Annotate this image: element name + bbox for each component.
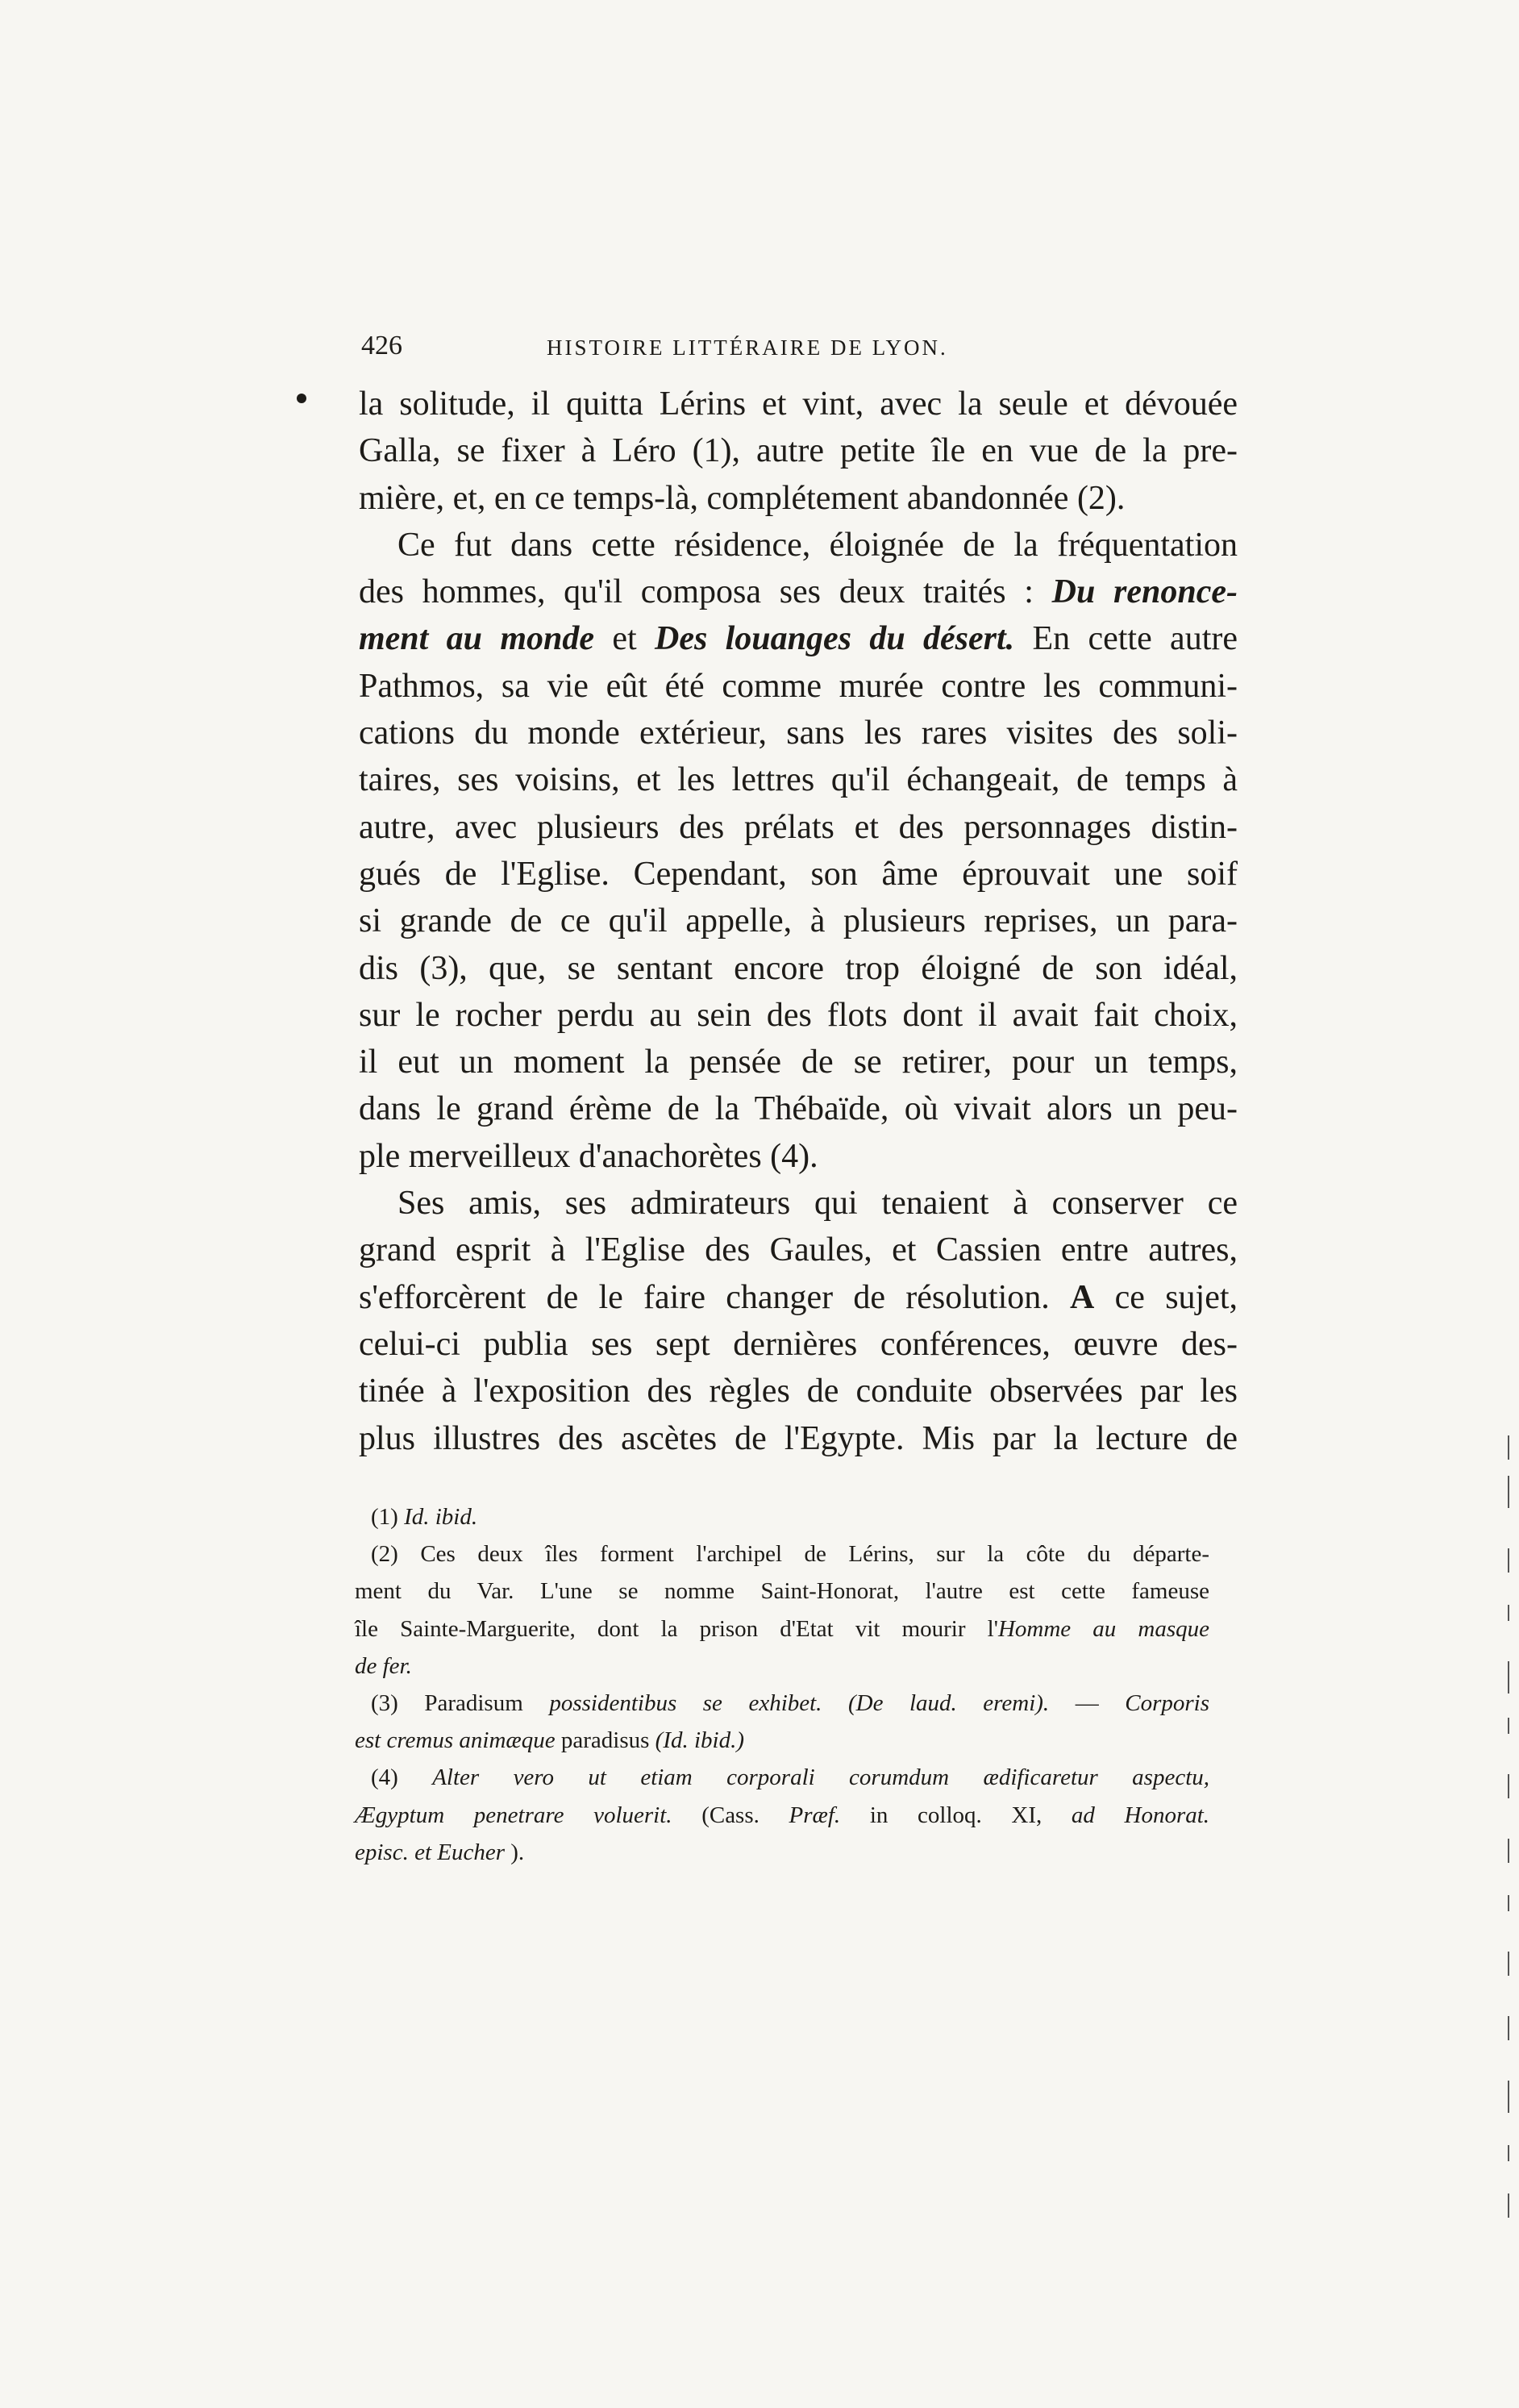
- footnote-text: in colloq. XI,: [869, 1802, 1042, 1828]
- footnote-text: est cremus animæque: [355, 1727, 556, 1754]
- text-line: si grande de ce qu'il appelle, à plusieurs reprises, un para-: [359, 902, 1238, 940]
- footnote-3-line: [355, 1685, 1209, 1722]
- edge-mark: [1508, 2081, 1509, 2113]
- footnote-4-line: [355, 1834, 1209, 1871]
- text-line: ple merveilleux d'anachorètes (4).: [359, 1137, 818, 1175]
- footnote-text: (Id. ibid.): [655, 1727, 744, 1754]
- footnote-1: [355, 1498, 1209, 1535]
- edge-mark: [1508, 1952, 1509, 1976]
- footnote-text: (Cass.: [701, 1802, 760, 1828]
- edge-mark: [1508, 1774, 1509, 1798]
- text-line: grand esprit à l'Eglise des Gaules, et Cassien entre autres,: [359, 1231, 1238, 1269]
- text-line: [359, 569, 1238, 615]
- text-line: taires, ses voisins, et les lettres qu'il échangeait, de temps à: [359, 761, 1238, 799]
- page-header: [361, 331, 1264, 379]
- text-line: il eut un moment la pensée de se retirer, pour un temps,: [359, 1044, 1238, 1081]
- edge-mark: [1508, 2016, 1509, 2040]
- italic-title: Du renonce-: [1051, 573, 1238, 611]
- page-number: 426: [361, 331, 402, 360]
- footnote-3-line: [355, 1722, 1209, 1759]
- text-span: En cette autre: [1032, 620, 1238, 658]
- text-line: autre, avec plusieurs des prélats et des personnages distin-: [359, 808, 1238, 846]
- text-span: A: [1070, 1278, 1095, 1316]
- edge-mark: [1508, 1661, 1509, 1694]
- text-line: Galla, se fixer à Léro (1), autre petite île en vue de la pre-: [359, 432, 1238, 470]
- text-line: cations du monde extérieur, sans les rares visites des soli-: [359, 714, 1238, 752]
- margin-dot-mark: [297, 394, 306, 403]
- footnote-text: île Sainte-Marguerite, dont la prison d'Etat vit mourir l': [355, 1615, 998, 1642]
- text-line: dans le grand érème de la Thébaïde, où vivait alors un peu-: [359, 1090, 1238, 1128]
- edge-mark: [1508, 1605, 1509, 1621]
- edge-mark: [1508, 1839, 1509, 1863]
- footnote-text: Corporis: [1125, 1689, 1210, 1716]
- footnote-text: possidentibus se exhibet. (De laud. eremi).: [549, 1689, 1050, 1716]
- text-span: s'efforcèrent de le faire changer de résolution.: [359, 1278, 1050, 1316]
- footnote-4-line: [355, 1759, 1209, 1796]
- footnote-text: Alter vero ut etiam corporali corumdum ædificaretur aspectu,: [432, 1764, 1209, 1791]
- footnote-2-line: de fer.: [355, 1652, 412, 1679]
- footnote-4-line: [355, 1797, 1209, 1834]
- edge-mark: [1508, 1718, 1509, 1734]
- footnote-text: (4): [371, 1764, 398, 1791]
- text-line: celui-ci publia ses sept dernières conférences, œuvre des-: [359, 1325, 1238, 1363]
- edge-mark: [1508, 1476, 1509, 1508]
- footnotes: [355, 1498, 1209, 1871]
- text-line: Ses amis, ses admirateurs qui tenaient à conserver ce: [397, 1185, 1238, 1223]
- running-title: HISTOIRE LITTÉRAIRE DE LYON.: [547, 335, 948, 360]
- text-line: tinée à l'exposition des règles de conduite observées par les: [359, 1373, 1238, 1410]
- text-span: ce sujet,: [1114, 1278, 1238, 1316]
- edge-mark: [1508, 2145, 1509, 2161]
- footnote-2-line: ment du Var. L'une se nomme Saint-Honorat, l'autre est cette fameuse: [355, 1578, 1209, 1605]
- footnote-2-line: (2) Ces deux îles forment l'archipel de Lérins, sur la côte du départe-: [371, 1541, 1209, 1568]
- footnote-text: Homme au masque: [997, 1615, 1209, 1642]
- body-text: [359, 381, 1238, 1462]
- text-line: [359, 1274, 1238, 1321]
- text-line: dis (3), que, se sentant encore trop éloigné de son idéal,: [359, 949, 1238, 987]
- text-span: et: [612, 620, 637, 658]
- edge-mark: [1508, 1548, 1509, 1573]
- footnote-2-line: [355, 1610, 1209, 1648]
- footnote-number: (1): [371, 1504, 398, 1530]
- italic-title: Des louanges du désert.: [654, 620, 1015, 658]
- edge-mark: [1508, 2193, 1509, 2218]
- footnote-text: Id. ibid.: [404, 1504, 478, 1530]
- footnote-text: paradisus: [560, 1727, 650, 1754]
- edge-mark: [1508, 1435, 1509, 1460]
- edge-mark: [1508, 1895, 1509, 1911]
- text-line: sur le rocher perdu au sein des flots dont il avait fait choix,: [359, 996, 1238, 1034]
- text-line: Pathmos, sa vie eût été comme murée contre les communi-: [359, 667, 1238, 705]
- scan-edge-marks: [1508, 1435, 1511, 2242]
- footnote-text: Præf.: [789, 1802, 841, 1828]
- footnote-text: episc. et Eucher: [355, 1839, 506, 1865]
- italic-title: ment au monde: [359, 620, 595, 658]
- text-line: Ce fut dans cette résidence, éloignée de la fréquentation: [397, 526, 1238, 564]
- footnote-text: —: [1075, 1689, 1099, 1716]
- footnote-text: (3) Paradisum: [371, 1689, 523, 1716]
- text-line: la solitude, il quitta Lérins et vint, avec la seule et dévouée: [359, 385, 1238, 423]
- footnote-text: ).: [510, 1839, 525, 1865]
- text-span: des hommes, qu'il composa ses deux traités :: [359, 573, 1034, 611]
- text-line: gués de l'Eglise. Cependant, son âme éprouvait une soif: [359, 855, 1238, 893]
- text-line: plus illustres des ascètes de l'Egypte. Mis par la lecture de: [359, 1419, 1238, 1457]
- footnote-text: Ægyptum penetrare voluerit.: [355, 1802, 672, 1828]
- text-line: [359, 615, 1238, 662]
- text-line: mière, et, en ce temps-là, complétement abandonnée (2).: [359, 479, 1126, 517]
- footnote-text: ad Honorat.: [1071, 1802, 1210, 1828]
